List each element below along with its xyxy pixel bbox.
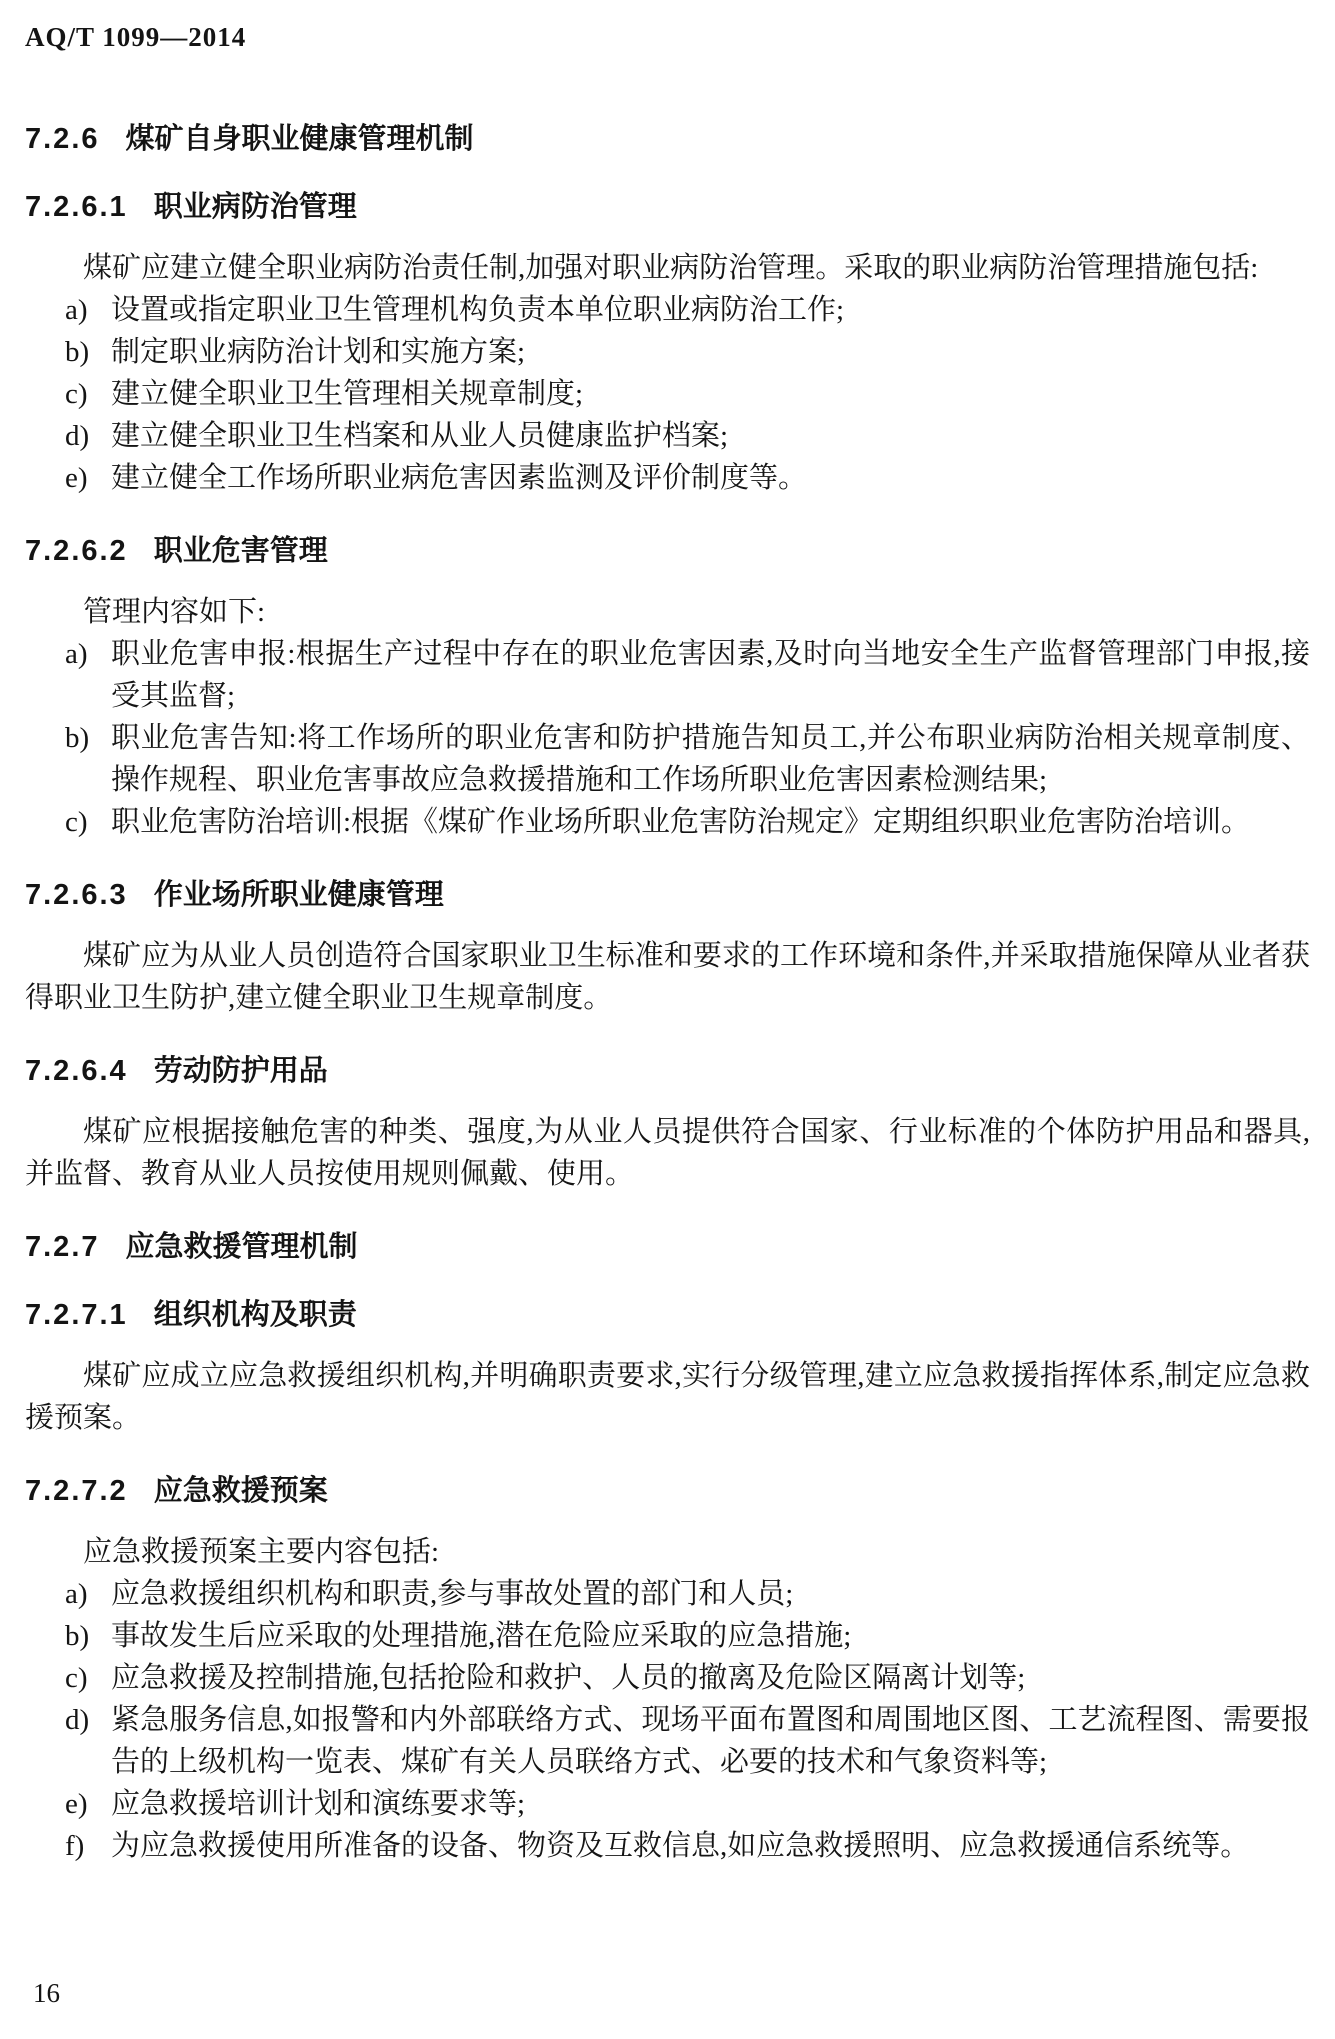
list-item	[25, 331, 1310, 373]
paragraph: 煤矿应建立健全职业病防治责任制,加强对职业病防治管理。采取的职业病防治管理措施包括:	[83, 252, 1259, 284]
section-title: 组织机构及职责	[153, 1299, 357, 1331]
item-text: 应急救援组织机构和职责,参与事故处置的部门和人员;	[111, 1578, 794, 1610]
section-heading-7-2-7-1	[25, 1299, 1310, 1331]
list-item	[25, 1657, 1310, 1699]
item-text: 事故发生后应采取的处理措施,潜在危险应采取的应急措施;	[111, 1620, 852, 1652]
list-item	[25, 289, 1310, 331]
item-text: 职业危害申报:根据生产过程中存在的职业危害因素,及时向当地安全生产监督管理部门申报,接受其监督;	[111, 638, 1310, 712]
item-label: e)	[65, 462, 88, 494]
item-label: f)	[65, 1830, 85, 1862]
section-heading-7-2-6-3	[25, 879, 1310, 911]
list-item	[25, 415, 1310, 457]
item-label: c)	[65, 1662, 88, 1694]
item-label: e)	[65, 1788, 88, 1820]
list-item	[25, 1825, 1310, 1867]
list-item	[25, 1573, 1310, 1615]
item-label: d)	[65, 1704, 90, 1736]
section-number: 7.2.6.1	[25, 191, 128, 223]
list-item	[25, 717, 1310, 801]
lettered-list	[25, 633, 1310, 843]
page-number: 16	[33, 1978, 60, 2008]
section-number: 7.2.7.2	[25, 1475, 128, 1507]
item-text: 建立健全职业卫生档案和从业人员健康监护档案;	[111, 420, 729, 452]
list-item	[25, 1783, 1310, 1825]
item-label: a)	[65, 638, 88, 670]
section-heading-7-2-6	[25, 123, 1310, 155]
lettered-list	[25, 1573, 1310, 1867]
section-heading-7-2-7-2	[25, 1475, 1310, 1507]
item-text: 职业危害防治培训:根据《煤矿作业场所职业危害防治规定》定期组织职业危害防治培训。	[111, 806, 1251, 838]
item-label: a)	[65, 1578, 88, 1610]
item-text: 建立健全工作场所职业病危害因素监测及评价制度等。	[111, 462, 808, 494]
section-heading-7-2-6-1	[25, 191, 1310, 223]
item-label: b)	[65, 1620, 90, 1652]
list-item	[25, 1615, 1310, 1657]
item-text: 应急救援培训计划和演练要求等;	[111, 1788, 526, 1820]
doc-code: AQ/T 1099—2014	[25, 22, 247, 52]
section-title: 劳动防护用品	[153, 1055, 328, 1087]
item-text: 制定职业病防治计划和实施方案;	[111, 336, 526, 368]
paragraph: 煤矿应为从业人员创造符合国家职业卫生标准和要求的工作环境和条件,并采取措施保障从业者获得职业卫生防护,建立健全职业卫生规章制度。	[25, 940, 1310, 1014]
section-title: 职业病防治管理	[153, 191, 357, 223]
item-label: a)	[65, 294, 88, 326]
item-text: 为应急救援使用所准备的设备、物资及互救信息,如应急救援照明、应急救援通信系统等。	[111, 1830, 1250, 1862]
list-item	[25, 457, 1310, 499]
section-number: 7.2.7.1	[25, 1299, 128, 1331]
section-number: 7.2.6.3	[25, 879, 128, 911]
item-label: c)	[65, 378, 88, 410]
section-number: 7.2.7	[25, 1231, 100, 1263]
item-text: 应急救援及控制措施,包括抢险和救护、人员的撤离及危险区隔离计划等;	[111, 1662, 1026, 1694]
item-label: b)	[65, 722, 90, 754]
item-label: c)	[65, 806, 88, 838]
list-item	[25, 633, 1310, 717]
section-heading-7-2-7	[25, 1231, 1310, 1263]
section-heading-7-2-6-2	[25, 535, 1310, 567]
item-text: 职业危害告知:将工作场所的职业危害和防护措施告知员工,并公布职业病防治相关规章制度、操作规程、职业危害事故应急救援措施和工作场所职业危害因素检测结果;	[111, 722, 1310, 796]
paragraph: 应急救援预案主要内容包括:	[83, 1536, 440, 1568]
item-text: 紧急服务信息,如报警和内外部联络方式、现场平面布置图和周围地区图、工艺流程图、需要报告的上级机构一览表、煤矿有关人员联络方式、必要的技术和气象资料等;	[111, 1704, 1310, 1778]
section-title: 煤矿自身职业健康管理机制	[125, 123, 474, 155]
list-item	[25, 801, 1310, 843]
item-text: 建立健全职业卫生管理相关规章制度;	[111, 378, 584, 410]
paragraph: 管理内容如下:	[83, 596, 266, 628]
list-item	[25, 373, 1310, 415]
section-number: 7.2.6	[25, 123, 100, 155]
section-number: 7.2.6.2	[25, 535, 128, 567]
list-item	[25, 1699, 1310, 1783]
item-text: 设置或指定职业卫生管理机构负责本单位职业病防治工作;	[111, 294, 845, 326]
section-heading-7-2-6-4	[25, 1055, 1310, 1087]
lettered-list	[25, 289, 1310, 499]
section-title: 作业场所职业健康管理	[153, 879, 444, 911]
section-number: 7.2.6.4	[25, 1055, 128, 1087]
item-label: b)	[65, 336, 90, 368]
item-label: d)	[65, 420, 90, 452]
paragraph: 煤矿应成立应急救援组织机构,并明确职责要求,实行分级管理,建立应急救援指挥体系,制定应急救援预案。	[25, 1360, 1310, 1434]
section-title: 应急救援预案	[153, 1475, 328, 1507]
section-title: 职业危害管理	[153, 535, 328, 567]
paragraph: 煤矿应根据接触危害的种类、强度,为从业人员提供符合国家、行业标准的个体防护用品和器具,并监督、教育从业人员按使用规则佩戴、使用。	[25, 1116, 1310, 1190]
section-title: 应急救援管理机制	[125, 1231, 358, 1263]
